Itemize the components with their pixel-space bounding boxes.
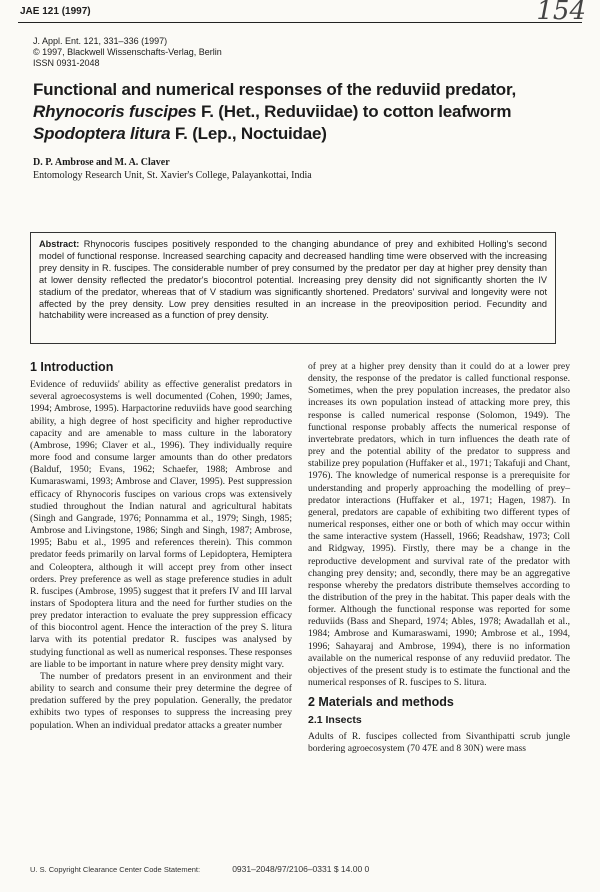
intro-paragraph-3: of prey at a higher prey density than it could do at a lower prey density, the response of the predator is called functional response. Sometimes, when the prey population increases, the predator also increases its own population instead of attacking more prey, this response is called numerical response (Solomon, 1949). The functional response probably affects the numerical response of invertebrate predators, which in turn influences the death rate of prey and the potential ability of the predator to suppress and stabilize prey population (Huffaker et al., 1971; Takafuji and Chant, 1976). The knowledge of numerical response is a prerequisite for understanding and properly approaching the modelling of prey–predator interactions (Huffaker et al., 1971; Hagen, 1987). In general, predators are capable of exhibiting two different types of numerical responses, either one or both of which may occur within the same interactive system (Hassell, 1966; Readshaw, 1973; Coll and Ridgway, 1995). Firstly, there may be a change in the reproductive development and survival rate of the predator with changing prey density; and, secondly, there may be an aggregative response whereby the predators distribute themselves according to the distribution of the prey in the habitat. This paper deals with the former. Although the functional response was reported for some reduviids (Bass and Shepard, 1974; Ables, 1978; Awadallah et al., 1984; Ambrose and Kumaraswami, 1990; Ambrose et al., 1994, 1996; Sahayaraj and Ambrose, 1994), there is no information available on the numerical response of any reduviid predator. The objectives of the present study is to estimate the functional and the numerical responses of R. fuscipes to S. litura. (308, 361, 570, 689)
intro-heading: 1 Introduction (30, 360, 114, 374)
title-line-1: Functional and numerical responses of the reduviid predator, (33, 80, 516, 99)
handwritten-page-number: 154 (536, 0, 586, 26)
publication-meta (33, 36, 222, 69)
abstract-box (30, 232, 556, 344)
abstract-text: Rhynocoris fuscipes positively responded to the changing abundance of prey and exhibited Holling's second model of functional response. Increased searching capacity and decreased handling time were observed with the increasing prey density in R. fuscipes. The considerable number of prey consumed by the predator per day at higher prey density than at lower density reflected the predator's biocontrol potential. Increasing prey density did not significantly shorten the IV stadium of the predator, whereas that of V stadium was significantly shortened. Predators' survival and longevity were not affected by the prey density. Low prey densities resulted in an increase in the preoviposition period. Fecundity and hatchability were increased as a function of prey density. (39, 239, 547, 321)
journal-tag: JAE 121 (1997) (20, 6, 91, 17)
intro-paragraph-2: The number of predators present in an environment and their ability to search and consume their prey determine the degree of predation suffered by the prey population. Generally, the predator exhibits two types of responses to suppress the increasing prey population. When an individual predator attacks a greater number (30, 670, 292, 731)
paper-title (33, 79, 573, 145)
title-line-3-rest: F. (Lep., Noctuidae) (170, 124, 327, 143)
insects-subheading: 2.1 Insects (308, 714, 362, 727)
title-line-2-rest: F. (Het., Reduviidae) to cotton leafworm (196, 102, 512, 121)
clearance-statement: U. S. Copyright Clearance Center Code Statement: (30, 865, 201, 874)
abstract-label: Abstract: (39, 239, 80, 249)
authors: D. P. Ambrose and M. A. Claver (33, 157, 170, 168)
left-column (30, 361, 292, 732)
title-line-2 (33, 101, 573, 123)
header-rule (18, 22, 582, 23)
title-species-2: Spodoptera litura (33, 124, 171, 143)
copyright: © 1997, Blackwell Wissenschafts-Verlag, Berlin (33, 47, 222, 57)
methods-heading: 2 Materials and methods (308, 695, 454, 710)
citation: J. Appl. Ent. 121, 331–336 (1997) (33, 36, 168, 46)
right-column (308, 361, 570, 755)
methods-paragraph-1: Adults of R. fuscipes collected from Sivanthipatti scrub jungle bordering agroecosystem (70 47E and 8 30N) were mass (308, 730, 570, 754)
title-line-3 (33, 123, 573, 145)
clearance-code: 0931–2048/97/2106–0331 $ 14.00 0 (232, 864, 370, 874)
affiliation: Entomology Research Unit, St. Xavier's College, Palayankottai, India (33, 170, 312, 181)
issn: ISSN 0931-2048 (33, 58, 100, 68)
footer (30, 864, 369, 874)
intro-paragraph-1: Evidence of reduviids' ability as effective generalist predators in several agroecosystems is well documented (Cohen, 1990; James, 1994; Ambrose, 1995). Harpactorine reduviids have good searching ability, a high degree of host specificity and higher reproductive capacity and are amenable to mass culture in the laboratory (Ambrose, 1996; Claver et al., 1996). They individually require more food and consume larger amounts than do other predators (Balduf, 1950; Evans, 1962; Schaefer, 1988; Ambrose and Kumaraswami, 1993; Ambrose and Claver, 1995). Pest suppression efficacy of Rhynocoris fuscipes on various crops was extensively studied throughout the Indian natural and agricultural habitats (Singh and Gangrade, 1976; Ponnamma et al., 1979; Singh, 1985; Ambrose and Livingstone, 1986; Singh and Singh, 1987; Ambrose, 1995; Babu et al., 1995 and references therein). This common predator feeds primarily on larval forms of Lepidoptera, Hemiptera and Coleoptera, although it will accept prey from other insect orders. Prey preference as well as stage preference studies in adult R. fuscipes (Ambrose, 1995) suggest that it prefers IV and III larval instars of Spodoptera litura and the need for further studies on the prey predator interaction to evaluate the prey suppression efficacy of this biocontrol agent. Hence the interaction of the prey S. litura larva with its potential predator R. fuscipes was analysed by studying functional as well as numerical responses. These responses are liable to be important in nature where prey density might vary. (30, 379, 292, 670)
title-species-1: Rhynocoris fuscipes (33, 102, 197, 121)
